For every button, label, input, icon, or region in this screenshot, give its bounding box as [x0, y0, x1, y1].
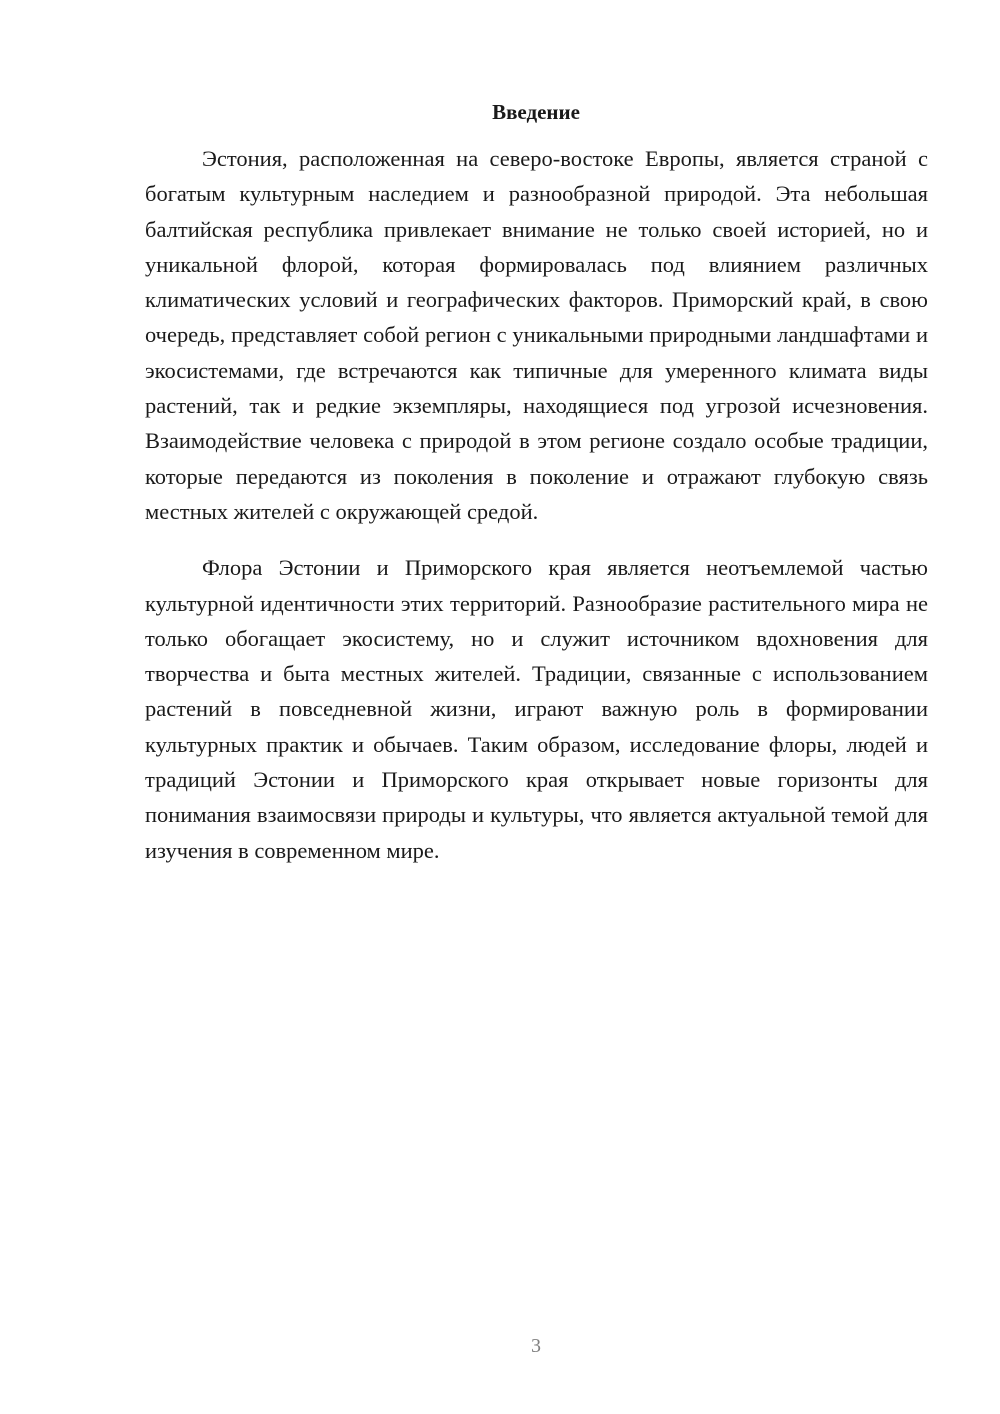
- body-text: [145, 141, 928, 868]
- paragraph-2: Флора Эстонии и Приморского края является неотъемлемой частью культурной идентичности этих территорий. Разнообразие растительного мира не только обогащает экосистему, но и служит источником вдохновения для творчества и быта местных жителей. Традиции, связанные с использованием растений в повседневной жизни, играют важную роль в формировании культурных практик и обычаев. Таким образом, исследование флоры, людей и традиций Эстонии и Приморского края открывает новые горизонты для понимания взаимосвязи природы и культуры, что является актуальной темой для изучения в современном мире.: [145, 555, 928, 863]
- page-number: 3: [531, 1335, 541, 1357]
- paragraph-1: Эстония, расположенная на северо-востоке Европы, является страной с богатым культурным наследием и разнообразной природой. Эта небольшая балтийская республика привлекает внимание не только своей историей, но и уникальной флорой, которая формировалась под влиянием различных климатических условий и географических факторов. Приморский край, в свою очередь, представляет собой регион с уникальными природными ландшафтами и экосистемами, где встречаются как типичные для умеренного климата виды растений, так и редкие экземпляры, находящиеся под угрозой исчезновения. Взаимодействие человека с природой в этом регионе создало особые традиции, которые передаются из поколения в поколение и отражают глубокую связь местных жителей с окружающей средой.: [145, 146, 928, 524]
- section-heading: Введение: [492, 100, 580, 124]
